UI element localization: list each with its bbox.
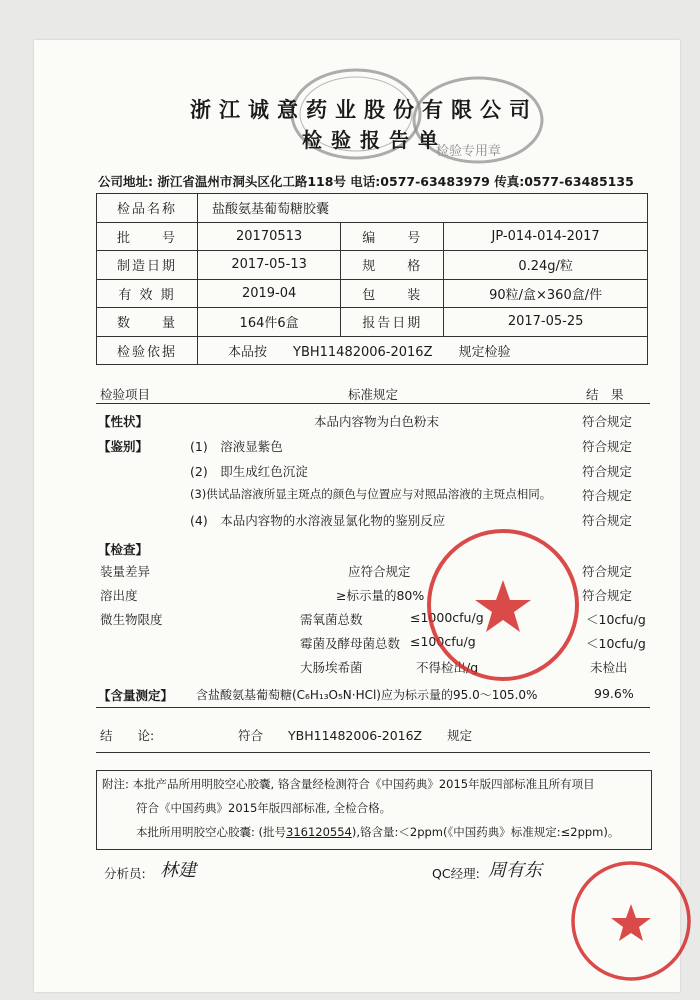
dissolution-label: 溶出度 bbox=[100, 588, 138, 603]
aerobic-standard: ≤1000cfu/g bbox=[410, 610, 484, 625]
conclusion-label: 结 论: bbox=[100, 728, 155, 743]
ident-1: (1) 溶液显紫色 bbox=[190, 439, 283, 454]
note-line-3-suffix: ),铬含量:＜2ppm(《中国药典》标准规定:≤2ppm)。 bbox=[351, 825, 620, 839]
col-standard-header: 标准规定 bbox=[348, 387, 399, 402]
expiry-value: 2019-04 bbox=[198, 279, 341, 308]
col-item-header: 检验项目 bbox=[100, 387, 151, 402]
ident-3: (3)供试品溶液所显主斑点的颜色与位置应与对照品溶液的主斑点相同。 bbox=[190, 487, 552, 501]
qc-label: QC经理: bbox=[432, 866, 480, 881]
assay-result: 99.6% bbox=[594, 686, 634, 701]
mold-result: ＜10cfu/g bbox=[586, 636, 646, 651]
pack-label: 包 装 bbox=[341, 279, 444, 308]
note-batch-number: 316120554 bbox=[286, 825, 352, 839]
weight-result: 符合规定 bbox=[582, 564, 633, 579]
ident-1-result: 符合规定 bbox=[582, 439, 633, 454]
dissolution-result: 符合规定 bbox=[582, 588, 633, 603]
report-date-value: 2017-05-25 bbox=[444, 308, 648, 337]
report-title: 检验报告单 bbox=[302, 128, 447, 152]
ident-2-result: 符合规定 bbox=[582, 464, 633, 479]
col-result-header: 结 果 bbox=[586, 387, 624, 402]
red-seal-bottom bbox=[566, 856, 696, 986]
info-table bbox=[96, 193, 648, 365]
note-line-1: 附注: 本批产品所用明胶空心胶囊, 铬含量经检测符合《中国药典》2015年版四部标准且所有项目 bbox=[102, 777, 595, 791]
basis-value: 本品按 YBH11482006-2016Z 规定检验 bbox=[198, 336, 648, 365]
ident-4: (4) 本品内容物的水溶液显氯化物的鉴别反应 bbox=[190, 513, 446, 528]
note-line-3 bbox=[136, 824, 619, 840]
basis-label: 检验依据 bbox=[97, 336, 198, 365]
assay-standard: 含盐酸氨基葡萄糖(C₆H₁₃O₅N·HCl)应为标示量的95.0～105.0% bbox=[196, 688, 538, 702]
traits-label: 【性状】 bbox=[98, 414, 149, 429]
ecoli-result: 未检出 bbox=[590, 660, 628, 675]
company-address: 公司地址: 浙江省温州市洞头区化工路118号 电话:0577-63483979 传真:0577-63485135 bbox=[98, 174, 634, 189]
spec-value: 0.24g/粒 bbox=[444, 251, 648, 280]
traits-result: 符合规定 bbox=[582, 414, 633, 429]
company-title: 浙江诚意药业股份有限公司 bbox=[190, 98, 538, 122]
assay-divider bbox=[96, 707, 650, 708]
ident-label: 【鉴别】 bbox=[98, 439, 149, 454]
ident-3-result: 符合规定 bbox=[582, 488, 633, 503]
ident-4-result: 符合规定 bbox=[582, 513, 633, 528]
qc-signature: 周有东 bbox=[488, 860, 542, 881]
note-line-3-prefix: 本批所用明胶空心胶囊: (批号 bbox=[136, 825, 287, 839]
product-value: 盐酸氨基葡萄糖胶囊 bbox=[198, 194, 648, 223]
mold-standard: ≤100cfu/g bbox=[410, 634, 476, 649]
product-label: 检品名称 bbox=[97, 194, 198, 223]
analyst-signature: 林建 bbox=[160, 860, 196, 881]
ident-2: (2) 即生成红色沉淀 bbox=[190, 464, 308, 479]
micro-label: 微生物限度 bbox=[100, 612, 163, 627]
red-seal-center bbox=[418, 520, 588, 690]
conclusion-divider bbox=[96, 752, 650, 753]
batch-value: 20170513 bbox=[198, 222, 341, 251]
traits-standard: 本品内容物为白色粉末 bbox=[314, 414, 440, 429]
pack-value: 90粒/盒×360盒/件 bbox=[444, 279, 648, 308]
qty-value: 164件6盒 bbox=[198, 308, 341, 337]
spec-label: 规 格 bbox=[341, 251, 444, 280]
report-date-label: 报告日期 bbox=[341, 308, 444, 337]
aerobic-result: ＜10cfu/g bbox=[586, 612, 646, 627]
code-value: JP-014-014-2017 bbox=[444, 222, 648, 251]
assay-label: 【含量测定】 bbox=[98, 688, 174, 703]
note-line-2: 符合《中国药典》2015年版四部标准, 全检合格。 bbox=[136, 801, 392, 815]
aerobic-label: 需氧菌总数 bbox=[300, 612, 363, 627]
ecoli-label: 大肠埃希菌 bbox=[300, 660, 363, 675]
expiry-label: 有 效 期 bbox=[97, 279, 198, 308]
inspection-seal-text: 检验专用章 bbox=[436, 144, 502, 159]
header-divider bbox=[96, 403, 650, 404]
mold-label: 霉菌及酵母菌总数 bbox=[300, 636, 401, 651]
mfg-value: 2017-05-13 bbox=[198, 251, 341, 280]
qty-label: 数 量 bbox=[97, 308, 198, 337]
weight-label: 装量差异 bbox=[100, 564, 151, 579]
weight-standard: 应符合规定 bbox=[348, 564, 411, 579]
ecoli-standard: 不得检出/g bbox=[416, 660, 479, 675]
code-label: 编 号 bbox=[341, 222, 444, 251]
mfg-label: 制造日期 bbox=[97, 251, 198, 280]
conclusion-text: 符合 YBH11482006-2016Z 规定 bbox=[238, 728, 473, 743]
dissolution-standard: ≥标示量的80% bbox=[336, 588, 425, 603]
analyst-label: 分析员: bbox=[104, 866, 146, 881]
batch-label: 批 号 bbox=[97, 222, 198, 251]
check-label: 【检查】 bbox=[98, 542, 149, 557]
